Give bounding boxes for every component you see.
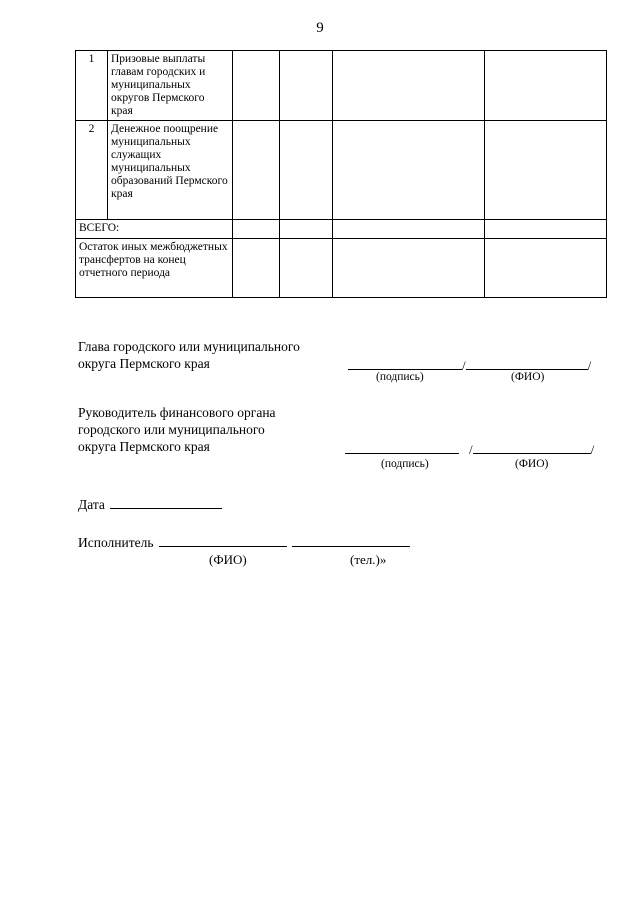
executor-label: Исполнитель — [78, 535, 154, 550]
end-slash: / — [587, 358, 592, 373]
signature-caption: (подпись) — [381, 458, 429, 470]
end-slash: / — [590, 442, 595, 457]
executor-phone-line — [292, 533, 410, 547]
row-number: 1 — [76, 51, 108, 121]
row-label: Денежное поощрение муниципальных служащих муниципальных образований Пермского края — [108, 121, 233, 220]
table-row — [76, 121, 607, 220]
name-caption: (ФИО) — [515, 458, 549, 470]
table-cell — [233, 121, 280, 220]
name-line — [473, 440, 591, 454]
total-row — [76, 220, 607, 239]
total-label: ВСЕГО: — [76, 220, 233, 239]
table-cell — [280, 239, 333, 298]
table-cell — [333, 121, 485, 220]
name-line — [466, 356, 588, 370]
name-caption: (ФИО) — [511, 371, 545, 383]
executor-field — [78, 533, 410, 551]
table-cell — [233, 51, 280, 121]
report-table — [75, 50, 607, 298]
signature-caption: (подпись) — [376, 371, 424, 383]
remainder-row — [76, 239, 607, 298]
remainder-label: Остаток иных межбюджетных трансфертов на конец отчетного периода — [76, 239, 233, 298]
table-cell — [485, 220, 607, 239]
table-cell — [333, 220, 485, 239]
table-cell — [333, 239, 485, 298]
row-label: Призовые выплаты главам городских и муниципальных округов Пермского края — [108, 51, 233, 121]
table-cell — [233, 220, 280, 239]
table-cell — [233, 239, 280, 298]
executor-name-caption: (ФИО) — [209, 552, 247, 567]
separator-slash: / — [462, 358, 466, 373]
executor-name-line — [159, 533, 287, 547]
table-cell — [485, 51, 607, 121]
date-field — [78, 495, 222, 513]
executor-phone-caption: (тел.)» — [350, 552, 387, 567]
finance-signature-lines — [345, 440, 594, 458]
date-line — [110, 495, 222, 509]
head-signature-title: Глава городского или муниципального округа Пермского края — [78, 339, 300, 371]
table-cell — [333, 51, 485, 121]
table-cell — [280, 220, 333, 239]
date-label: Дата — [78, 497, 105, 512]
table-cell — [485, 121, 607, 220]
finance-signature-title: Руководитель финансового органа городского или муниципального округа Пермского края — [78, 405, 276, 454]
table-cell — [280, 51, 333, 121]
separator-slash: / — [469, 442, 473, 457]
table-row — [76, 51, 607, 121]
row-number: 2 — [76, 121, 108, 220]
signature-line — [348, 356, 462, 370]
page-number: 9 — [316, 20, 324, 36]
table-cell — [280, 121, 333, 220]
signature-line — [345, 440, 459, 454]
table-cell — [485, 239, 607, 298]
